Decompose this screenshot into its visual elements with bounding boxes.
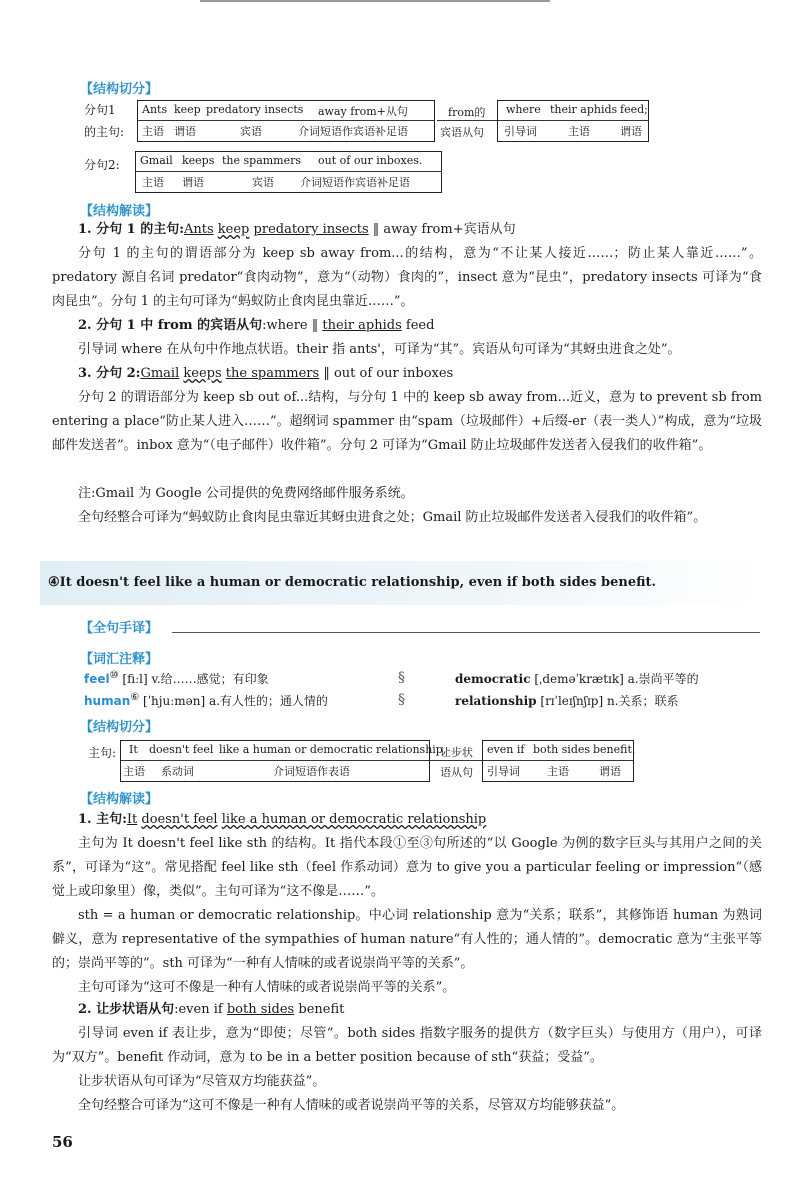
clause2-label: 分句2:: [84, 158, 120, 172]
role-cell: 主语: [123, 765, 145, 778]
clause1-label: 分句1: [84, 103, 116, 117]
word-cell: away from+从句: [318, 105, 408, 118]
analysis-item-1: 1. 主句:It doesn't feel like a human or democratic relationship: [78, 812, 487, 827]
role-cell: 谓语: [174, 125, 196, 138]
paragraph: 引导词 even if 表让步，意为“即使；尽管”。both sides 指数字服务的提供方（数字巨头）与使用方（用户），可译为“双方”。benefit 作动词，意为 to be in a better position because of sth“获益；受益”。: [52, 1026, 762, 1065]
word-cell: both sides: [533, 743, 591, 756]
paragraph: 分句 2 的谓语部分为 keep sb out of...结构，与分句 1 中的 keep sb away from...近义，意为 to prevent sb from entering a place“防止某人进入……”。超纲词 spammer 由“spam（垃圾邮件）+后缀-er（表一类人）”构成，意为“垃圾邮件发送者”。inbox 意为“（电子邮件）收件箱”。分句 2 可译为“Gmail 防止垃圾邮件发送者入侵我们的收件箱”。: [52, 390, 762, 453]
word-cell: It: [129, 743, 138, 756]
vocab-entry: democratic [ˌdeməˈkrætɪk] a.崇尚平等的: [455, 672, 699, 686]
vocab-entry: human⑥ [ˈhjuːmən] a.有人性的；通人情的: [84, 692, 328, 708]
role-cell: 主语: [547, 765, 569, 778]
structure-heading-2: 【结构切分】: [80, 720, 159, 735]
analysis-heading: 【结构解读】: [80, 204, 159, 219]
word-cell: like a human or democratic relationship,: [219, 743, 447, 756]
word-cell: out of our inboxes.: [318, 154, 423, 167]
concessive-clause-box: [482, 740, 634, 782]
paragraph: 全句经整合可译为“这可不像是一种有人情味的或者说崇尚平等的关系，尽管双方均能够获益”。: [78, 1098, 625, 1113]
sentence-4: ④It doesn't feel like a human or democratic relationship, even if both sides benefit.: [48, 575, 657, 590]
word-cell: feed;: [620, 103, 648, 116]
word-cell: benefit.: [593, 743, 636, 756]
page-number: 56: [52, 1133, 73, 1151]
word-cell: even if: [487, 743, 525, 756]
paragraph: 引导词 where 在从句中作地点状语。their 指 ants'，可译为“其”。宾语从句可译为“其蚜虫进食之处”。: [78, 342, 681, 357]
word-cell: the spammers: [222, 154, 302, 167]
analysis-item-2: 2. 让步状语从句:even if both sides benefit: [78, 1002, 345, 1017]
word-cell: keep: [174, 103, 201, 116]
analysis-item-1: 1. 分句 1 的主句:Ants keep predatory insects ‖ away from+宾语从句: [78, 222, 516, 237]
word-cell: Ants: [142, 103, 168, 116]
paragraph: 主句为 It doesn't feel like sth 的结构。It 指代本段①至③句所述的“以 Google 为例的数字巨头与其用户之间的关系”，可译为“这”。常见搭配 feel like sth（feel 作系动词）意为 to give you a particular feeling or impression“（感觉上或印象里）像，类似”。主句可译为“这不像是……”。: [52, 836, 762, 899]
role-cell: 谓语: [182, 176, 204, 189]
role-cell: 系动词: [161, 765, 194, 778]
role-cell: 主语: [568, 125, 590, 138]
word-cell: doesn't feel: [149, 743, 214, 756]
role-cell: 介词短语作宾语补足语: [298, 125, 408, 138]
paragraph: 全句经整合可译为“蚂蚁防止食肉昆虫靠近其蚜虫进食之处；Gmail 防止垃圾邮件发送者入侵我们的收件箱”。: [78, 510, 707, 525]
vocab-entry: feel⑩ [fiːl] v.给……感觉；有印象: [84, 670, 269, 686]
role-cell: 谓语: [599, 765, 621, 778]
paragraph: 让步状语从句可译为“尽管双方均能获益”。: [78, 1074, 326, 1089]
word-cell: their aphids: [550, 103, 618, 116]
role-cell: 主语: [142, 176, 164, 189]
link-label: 让步状: [440, 746, 473, 759]
structure-heading: 【结构切分】: [80, 82, 159, 97]
analysis-heading-2: 【结构解读】: [80, 792, 159, 807]
paragraph: 主句可译为“这可不像是一种有人情味的或者说崇尚平等的关系”。: [78, 980, 456, 995]
analysis-item-3: 3. 分句 2:Gmail keeps the spammers ‖ out of our inboxes: [78, 366, 454, 381]
divider-glyph: §: [398, 692, 405, 708]
word-cell: keeps: [182, 154, 215, 167]
word-cell: predatory insects: [206, 103, 304, 116]
clause1-object-box: [497, 100, 649, 142]
analysis-item-2: 2. 分句 1 中 from 的宾语从句:where ‖ their aphids feed: [78, 318, 435, 333]
clause1-main-box: [137, 100, 435, 142]
divider-glyph: §: [398, 670, 405, 686]
vocab-entry: relationship [rɪˈleɪʃnʃɪp] n.关系；联系: [455, 694, 679, 708]
role-cell: 谓语: [620, 125, 642, 138]
clause1-label-2: 的主句:: [84, 125, 125, 139]
role-cell: 主语: [142, 125, 164, 138]
link-label-2: 语从句: [440, 766, 473, 779]
paragraph: 分句 1 的主句的谓语部分为 keep sb away from...的结构，意为“不让某人接近……；防止某人靠近……”。predatory 源自名词 predator“食肉动物”，意为“（动物）食肉的”，insect 意为“昆虫”，predatory insects 可译为“食肉昆虫”。分句 1 的主句可译为“蚂蚁防止食肉昆虫靠近……”。: [52, 246, 762, 309]
note-paragraph: 注:Gmail 为 Google 公司提供的免费网络邮件服务系统。: [78, 486, 414, 501]
top-rule: [200, 0, 550, 2]
role-cell: 引导词: [487, 765, 520, 778]
translation-heading: 【全句手译】: [80, 621, 159, 636]
vocab-heading: 【词汇注释】: [80, 652, 159, 667]
translation-blank-line: [172, 632, 760, 633]
main-clause-label: 主句:: [88, 746, 117, 760]
main-clause-box: [120, 740, 447, 782]
link-label-2: 宾语从句: [440, 126, 484, 139]
link-label: from的: [448, 106, 486, 119]
word-cell: where: [506, 103, 541, 116]
word-cell: Gmail: [140, 154, 173, 167]
paragraph: sth = a human or democratic relationship。中心词 relationship 意为“关系；联系”，其修饰语 human 为熟词僻义，意为 representative of the sympathies of human nature“有人性的；通人情的”。democratic 意为“主张平等的；崇尚平等的”。sth 可译为“一种有人情味的或者说崇尚平等的关系”。: [52, 908, 762, 971]
role-cell: 引导词: [504, 125, 537, 138]
role-cell: 宾语: [240, 125, 262, 138]
role-cell: 介词短语作表语: [273, 765, 350, 778]
role-cell: 宾语: [252, 176, 274, 189]
clause2-box: [135, 151, 442, 193]
role-cell: 介词短语作宾语补足语: [300, 176, 410, 189]
